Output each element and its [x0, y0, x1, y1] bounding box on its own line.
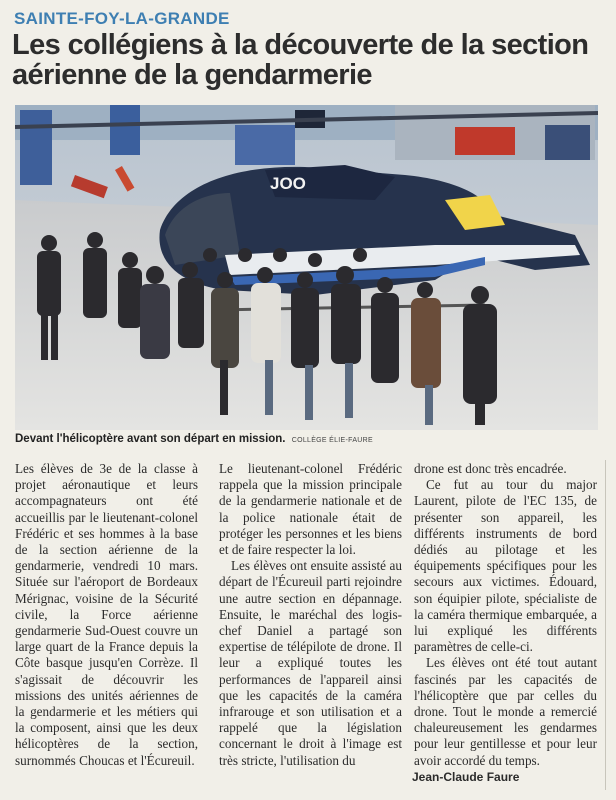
paragraph: Ce fut au tour du major Laurent, pilote de l'EC 135, de présenter son appareil, les différents instruments de bord dédiés au pilotage et les équipements spécifiques pour les secours aux victimes. Édouard, son équipier pilote, spécialiste de la caméra thermique embarquée, a lui expliqué les différents paramètres de celle-ci. [414, 477, 597, 655]
helicopter-registration: JOO [270, 174, 306, 193]
article-headline: Les collégiens à la découverte de la section aérienne de la gendarmerie [12, 29, 589, 91]
photo-credit: COLLÈGE ÉLIE-FAURE [291, 437, 373, 444]
article-column-3 [414, 461, 597, 785]
paragraph: Les élèves ont été tout autant fascinés par les capacités de l'hélicoptère que par celles du drone. Tout le monde a remercié chaleureusement les gendarmes pour leur gentillesse et pour leur avoir accordé du temps. [414, 655, 597, 768]
article-kicker: SAINTE-FOY-LA-GRANDE [14, 9, 230, 28]
author-signature: Jean-Claude Faure [412, 769, 520, 784]
photo-caption: Devant l'hélicoptère avant son départ en mission. [15, 433, 286, 445]
column-divider [605, 460, 606, 790]
paragraph: Les élèves de 3e de la classe à projet aéronautique et leurs accompagnateurs ont été accueillis par le lieutenant-colonel Frédéric et ses hommes à la base de la section aérienne de la gendarmerie, vendredi 10 mars. Située sur l'aéroport de Bordeaux Mérignac, voisine de la Sécurité civile, la Force aérienne gendarmerie Sud-Ouest couvre un large quart de la France depuis la Côte basque jusqu'en Corrèze. Il s'agissait de découvrir les missions des unités aériennes de la gendarmerie et les métiers qui la composent, ainsi que les deux hélicoptères de la section, surnommés Choucas et l'Écureuil. [15, 461, 198, 768]
article-column-2 [219, 461, 402, 769]
article-photo [15, 105, 598, 430]
hangar-helicopter-photo [15, 105, 598, 430]
photo-caption-line [15, 433, 598, 445]
paragraph: Les élèves ont ensuite assisté au départ de l'Écureuil parti rejoindre une autre section en dépannage. Ensuite, le maréchal des logis-chef Daniel a partagé son expertise de télépilote de drone. Il leur a expliqué toutes les performances de l'appareil ainsi que les capacités de la caméra infrarouge et son utilisation et a rappelé que la législation concernant le droit à l'image est très stricte, l'utilisation du [219, 558, 402, 768]
paragraph: Le lieutenant-colonel Frédéric rappela que la mission principale de la gendarmerie nationale et de la police nationale était de protéger les personnes et les biens et de faire respecter la loi. [219, 461, 402, 558]
paragraph: drone est donc très encadrée. [414, 461, 567, 476]
article-column-1 [15, 461, 198, 769]
